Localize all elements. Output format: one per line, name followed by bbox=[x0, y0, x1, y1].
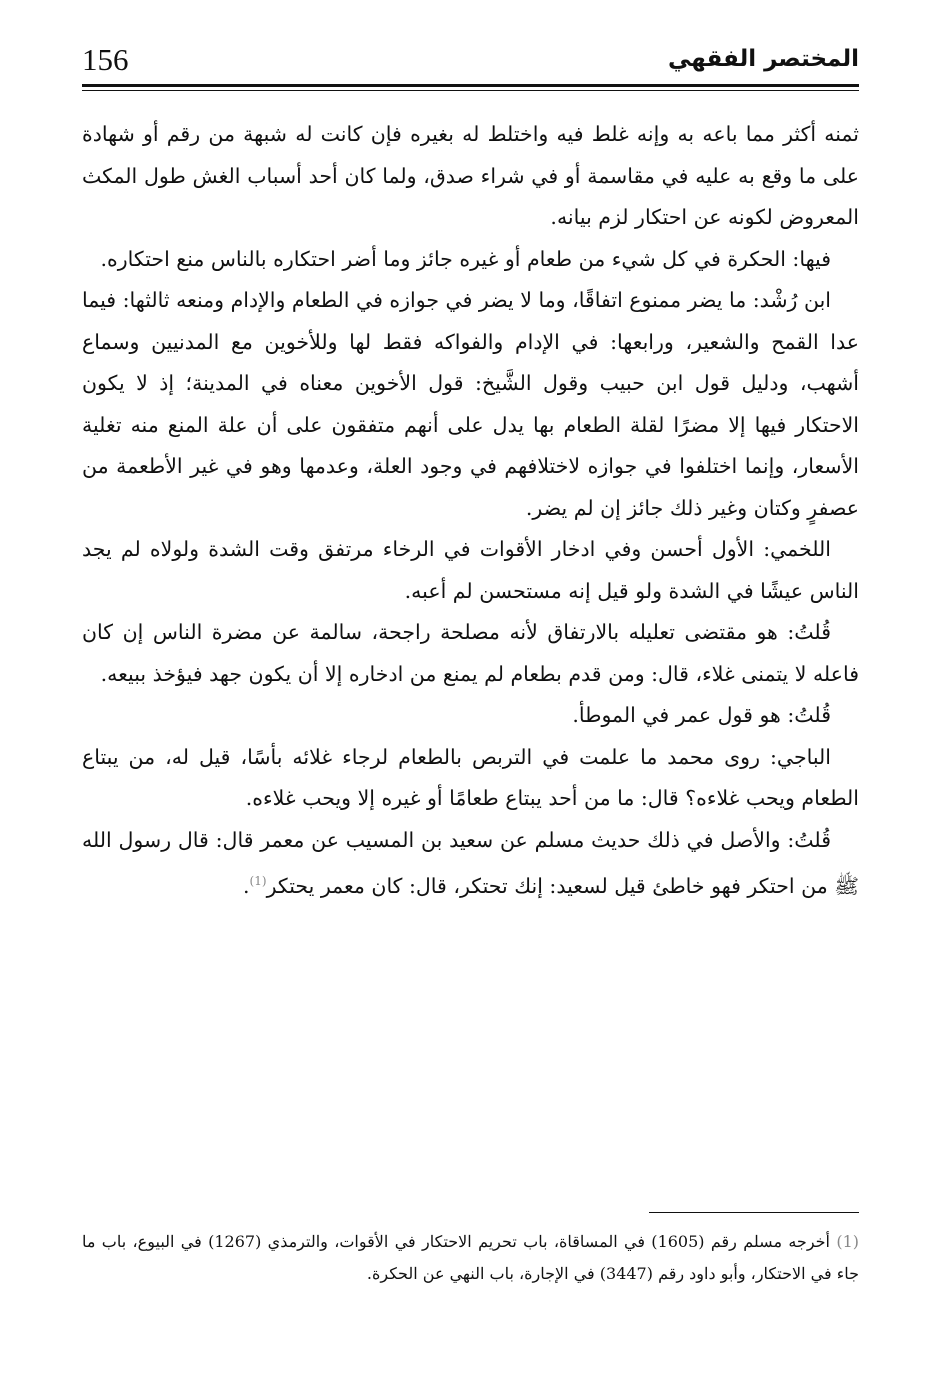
paragraph: قُلتُ: هو مقتضى تعليله بالارتفاق لأنه مصلحة راجحة، سالمة عن مضرة الناس إن كان فاعله لا يتمنى غلاء، قال: ومن قدم بطعام لم يمنع من ادخاره إلا أن يكون جهد فيؤخذ ببيعه. bbox=[82, 620, 859, 686]
paragraph: اللخمي: الأول أحسن وفي ادخار الأقوات في الرخاء مرتفق وقت الشدة ولولاه لم يجد الناس عيشًا في الشدة ولو قيل إنه مستحسن لم أعبه. bbox=[82, 537, 859, 603]
paragraph-last bbox=[82, 820, 859, 908]
footnote-text: أخرجه مسلم رقم (1605) في المساقاة، باب تحريم الاحتكار في الأقوات، والترمذي (1267) في البيوع، باب ما جاء في الاحتكار، وأبو داود رقم (3447) في الإجارة، باب النهي عن الحكرة. bbox=[82, 1232, 859, 1283]
header-rule-thick bbox=[82, 84, 859, 87]
footnote-number: (1) bbox=[836, 1232, 860, 1251]
paragraph: قُلتُ: هو قول عمر في الموطأ. bbox=[572, 703, 831, 727]
final-period: . bbox=[243, 873, 250, 898]
paragraph: فيها: الحكرة في كل شيء من طعام أو غيره جائز وما أضر احتكاره بالناس منع احتكاره. bbox=[100, 246, 831, 271]
book-title: المختصر الفقهي bbox=[668, 46, 859, 72]
footnote-item bbox=[82, 1226, 859, 1290]
footnote-reference[interactable]: (1) bbox=[249, 874, 267, 888]
paragraph-last-text: قُلتُ: والأصل في ذلك حديث مسلم عن سعيد بن المسيب عن معمر قال: قال رسول الله ﷺ من احتكر فهو خاطئ قيل لسعيد: إنك تحتكر، قال: كان معمر يحتكر bbox=[82, 827, 859, 898]
main-text bbox=[82, 114, 859, 907]
footnote-divider bbox=[649, 1212, 859, 1213]
page-header bbox=[82, 38, 859, 92]
footnote bbox=[82, 1226, 859, 1290]
paragraph: الباجي: روى محمد ما علمت في التربص بالطعام لرجاء غلائه بأسًا، قيل له، من يبتاع الطعام ويحب غلاءه؟ قال: ما من أحد يبتاع طعامًا أو غيره إلا ويحب غلاءه. bbox=[82, 744, 859, 810]
header-rule-thin bbox=[82, 90, 859, 91]
paragraph: ثمنه أكثر مما باعه به وإنه غلط فيه واختلط له بغيره فإن كانت له شبهة من رقم أو شهادة على ما وقع به عليه في مقاسمة أو في شراء صدق، ولما كان أحد أسباب الغش طول المكث المعروض لكونه عن احتكار لزم بيانه. bbox=[82, 122, 859, 229]
paragraph: ابن رُشْد: ما يضر ممنوع اتفاقًا، وما لا يضر في جوازه في الطعام والإدام ومنعه ثالثها: فيما عدا القمح والشعير، ورابعها: في الإدام والفواكه فقط لها وللأخوين مع المدنيين وسماع أشهب، ودليل قول ابن حبيب وقول الشَّيخ: قول الأخوين معناه في المدينة؛ إذ لا يكون الاحتكار فيها إلا مضرًا لقلة الطعام بها يدل على أنهم متفقون على أن علة المنع منه تغلية الأسعار، وإنما اختلفوا في جوازه لاختلافهم في وجود العلة، وعدمها وهو في غير الأطعمة من عصفرٍ وكتان وغير ذلك جائز إن لم يضر. bbox=[82, 288, 859, 520]
page-number: 156 bbox=[82, 42, 129, 77]
